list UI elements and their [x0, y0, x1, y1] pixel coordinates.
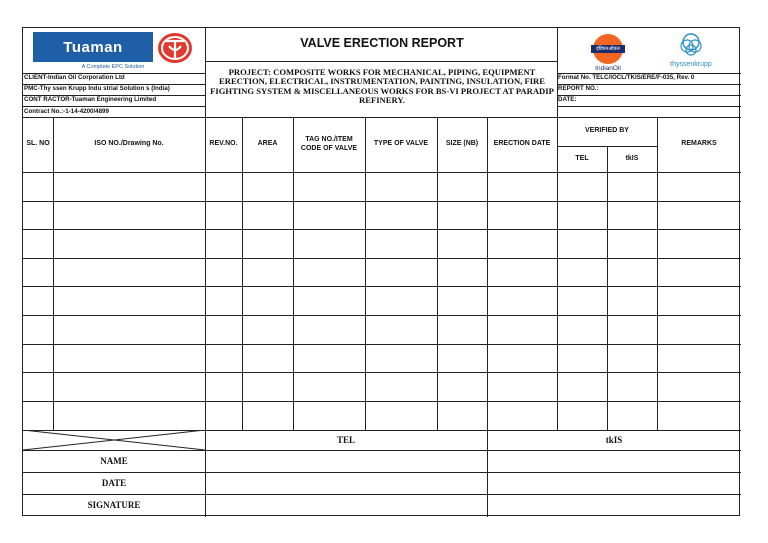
- grid-vline: [365, 117, 366, 430]
- footer-tkis-label: tkIS: [605, 434, 623, 445]
- pmc-line: PMC-Thy ssen Krupp Indu strial Solution s (India): [24, 85, 170, 92]
- row-line: [23, 344, 741, 345]
- footer-cross-mark: [23, 430, 205, 450]
- grid-vline: [557, 117, 558, 430]
- tuaman-logo: [33, 32, 195, 76]
- col-remarks: REMARKS: [681, 140, 717, 148]
- format-no: Format No. TELC/IOCL/TKIS/ERE/F-035, Rev. 0: [558, 74, 695, 81]
- row-line: [23, 401, 741, 402]
- row-line: [23, 286, 741, 287]
- col-sl-no: SL. NO: [26, 140, 50, 148]
- tel-date-field[interactable]: [206, 473, 487, 494]
- header-vline-left: [205, 28, 206, 117]
- grid-vline: [657, 117, 658, 430]
- tuaman-tagline: A Complete EPC Solution: [81, 64, 145, 70]
- column-header-bottom: [23, 172, 741, 173]
- tel-name-field[interactable]: [206, 451, 487, 472]
- footer-signature-label: SIGNATURE: [87, 499, 141, 510]
- thyssenkrupp-emblem-icon: [651, 32, 731, 60]
- date-field[interactable]: DATE:: [558, 96, 577, 103]
- contractor-line: CONT RACTOR-Tuaman Engineering Limited: [24, 96, 157, 103]
- contract-no-line: Contract No.:-1-14-4200/4899: [24, 108, 109, 115]
- tuaman-wordmark: [33, 32, 153, 62]
- header-divider-right-3: [557, 95, 741, 96]
- col-iso-no: ISO NO./Drawing No.: [94, 140, 164, 148]
- col-erection-date: ERECTION DATE: [493, 140, 551, 148]
- header-divider-left-2: [23, 84, 205, 85]
- col-verified-tel: TEL: [575, 154, 589, 162]
- thyssenkrupp-logo: [651, 32, 731, 72]
- row-line: [23, 229, 741, 230]
- client-line: CLIENT-Indian Oil Corporation Ltd: [24, 74, 125, 81]
- grid-vline: [242, 117, 243, 430]
- col-area: AREA: [257, 140, 278, 148]
- header-divider-left-4: [23, 106, 205, 107]
- grid-vline: [293, 117, 294, 430]
- title-divider: [205, 61, 557, 62]
- thyssenkrupp-name: thyssenkrupp: [670, 61, 712, 68]
- project-description: PROJECT: COMPOSITE WORKS FOR MECHANICAL, PIPING, EQUIPMENT ERECTION, ELECTRICAL, INSTRUMENTATION, PAINTING, INSULATION, FIRE FIGHTING SYSTEM & MISCELLANEOUS WORKS FOR BS-VI PROJECT AT PARADIP REFINERY.: [210, 67, 554, 105]
- tkis-date-field[interactable]: [488, 473, 740, 494]
- header-divider-left-3: [23, 95, 205, 96]
- header-divider-right-2: [557, 84, 741, 85]
- grid-vline: [437, 117, 438, 430]
- row-line: [23, 201, 741, 202]
- indianoil-logo: [583, 33, 633, 73]
- page-title: VALVE ERECTION REPORT: [300, 36, 464, 50]
- header-divider-right-1: [557, 73, 741, 74]
- col-verified-by: VERIFIED BY: [585, 127, 629, 135]
- col-type-of-valve: TYPE OF VALVE: [373, 140, 429, 148]
- row-line: [23, 315, 741, 316]
- header-vline-right: [557, 28, 558, 117]
- report-no-field[interactable]: REPORT NO.:: [558, 85, 599, 92]
- tuaman-emblem-icon: [157, 32, 193, 64]
- footer-tel-label: TEL: [336, 434, 355, 445]
- tel-signature-field[interactable]: [206, 495, 487, 516]
- tuaman-name: Tuaman: [63, 38, 123, 56]
- row-line: [23, 372, 741, 373]
- col-verified-tkis: tkIS: [625, 154, 639, 162]
- indianoil-name: IndianOil: [595, 65, 621, 72]
- col-rev-no: REV.NO.: [209, 140, 238, 148]
- grid-vline: [53, 117, 54, 430]
- header-divider-right-4: [557, 106, 741, 107]
- indianoil-seal-text: इंडियनऑयल: [596, 46, 620, 52]
- tkis-signature-field[interactable]: [488, 495, 740, 516]
- footer-name-label: NAME: [100, 455, 128, 466]
- report-form: [22, 27, 740, 516]
- footer-date-label: DATE: [101, 477, 127, 488]
- grid-vline: [607, 146, 608, 430]
- header-divider-left-1: [23, 73, 205, 74]
- col-tag-no: TAG NO./ITEM CODE OF VALVE: [300, 136, 358, 152]
- tkis-name-field[interactable]: [488, 451, 740, 472]
- row-line: [23, 258, 741, 259]
- col-size: SIZE (NB): [445, 140, 479, 148]
